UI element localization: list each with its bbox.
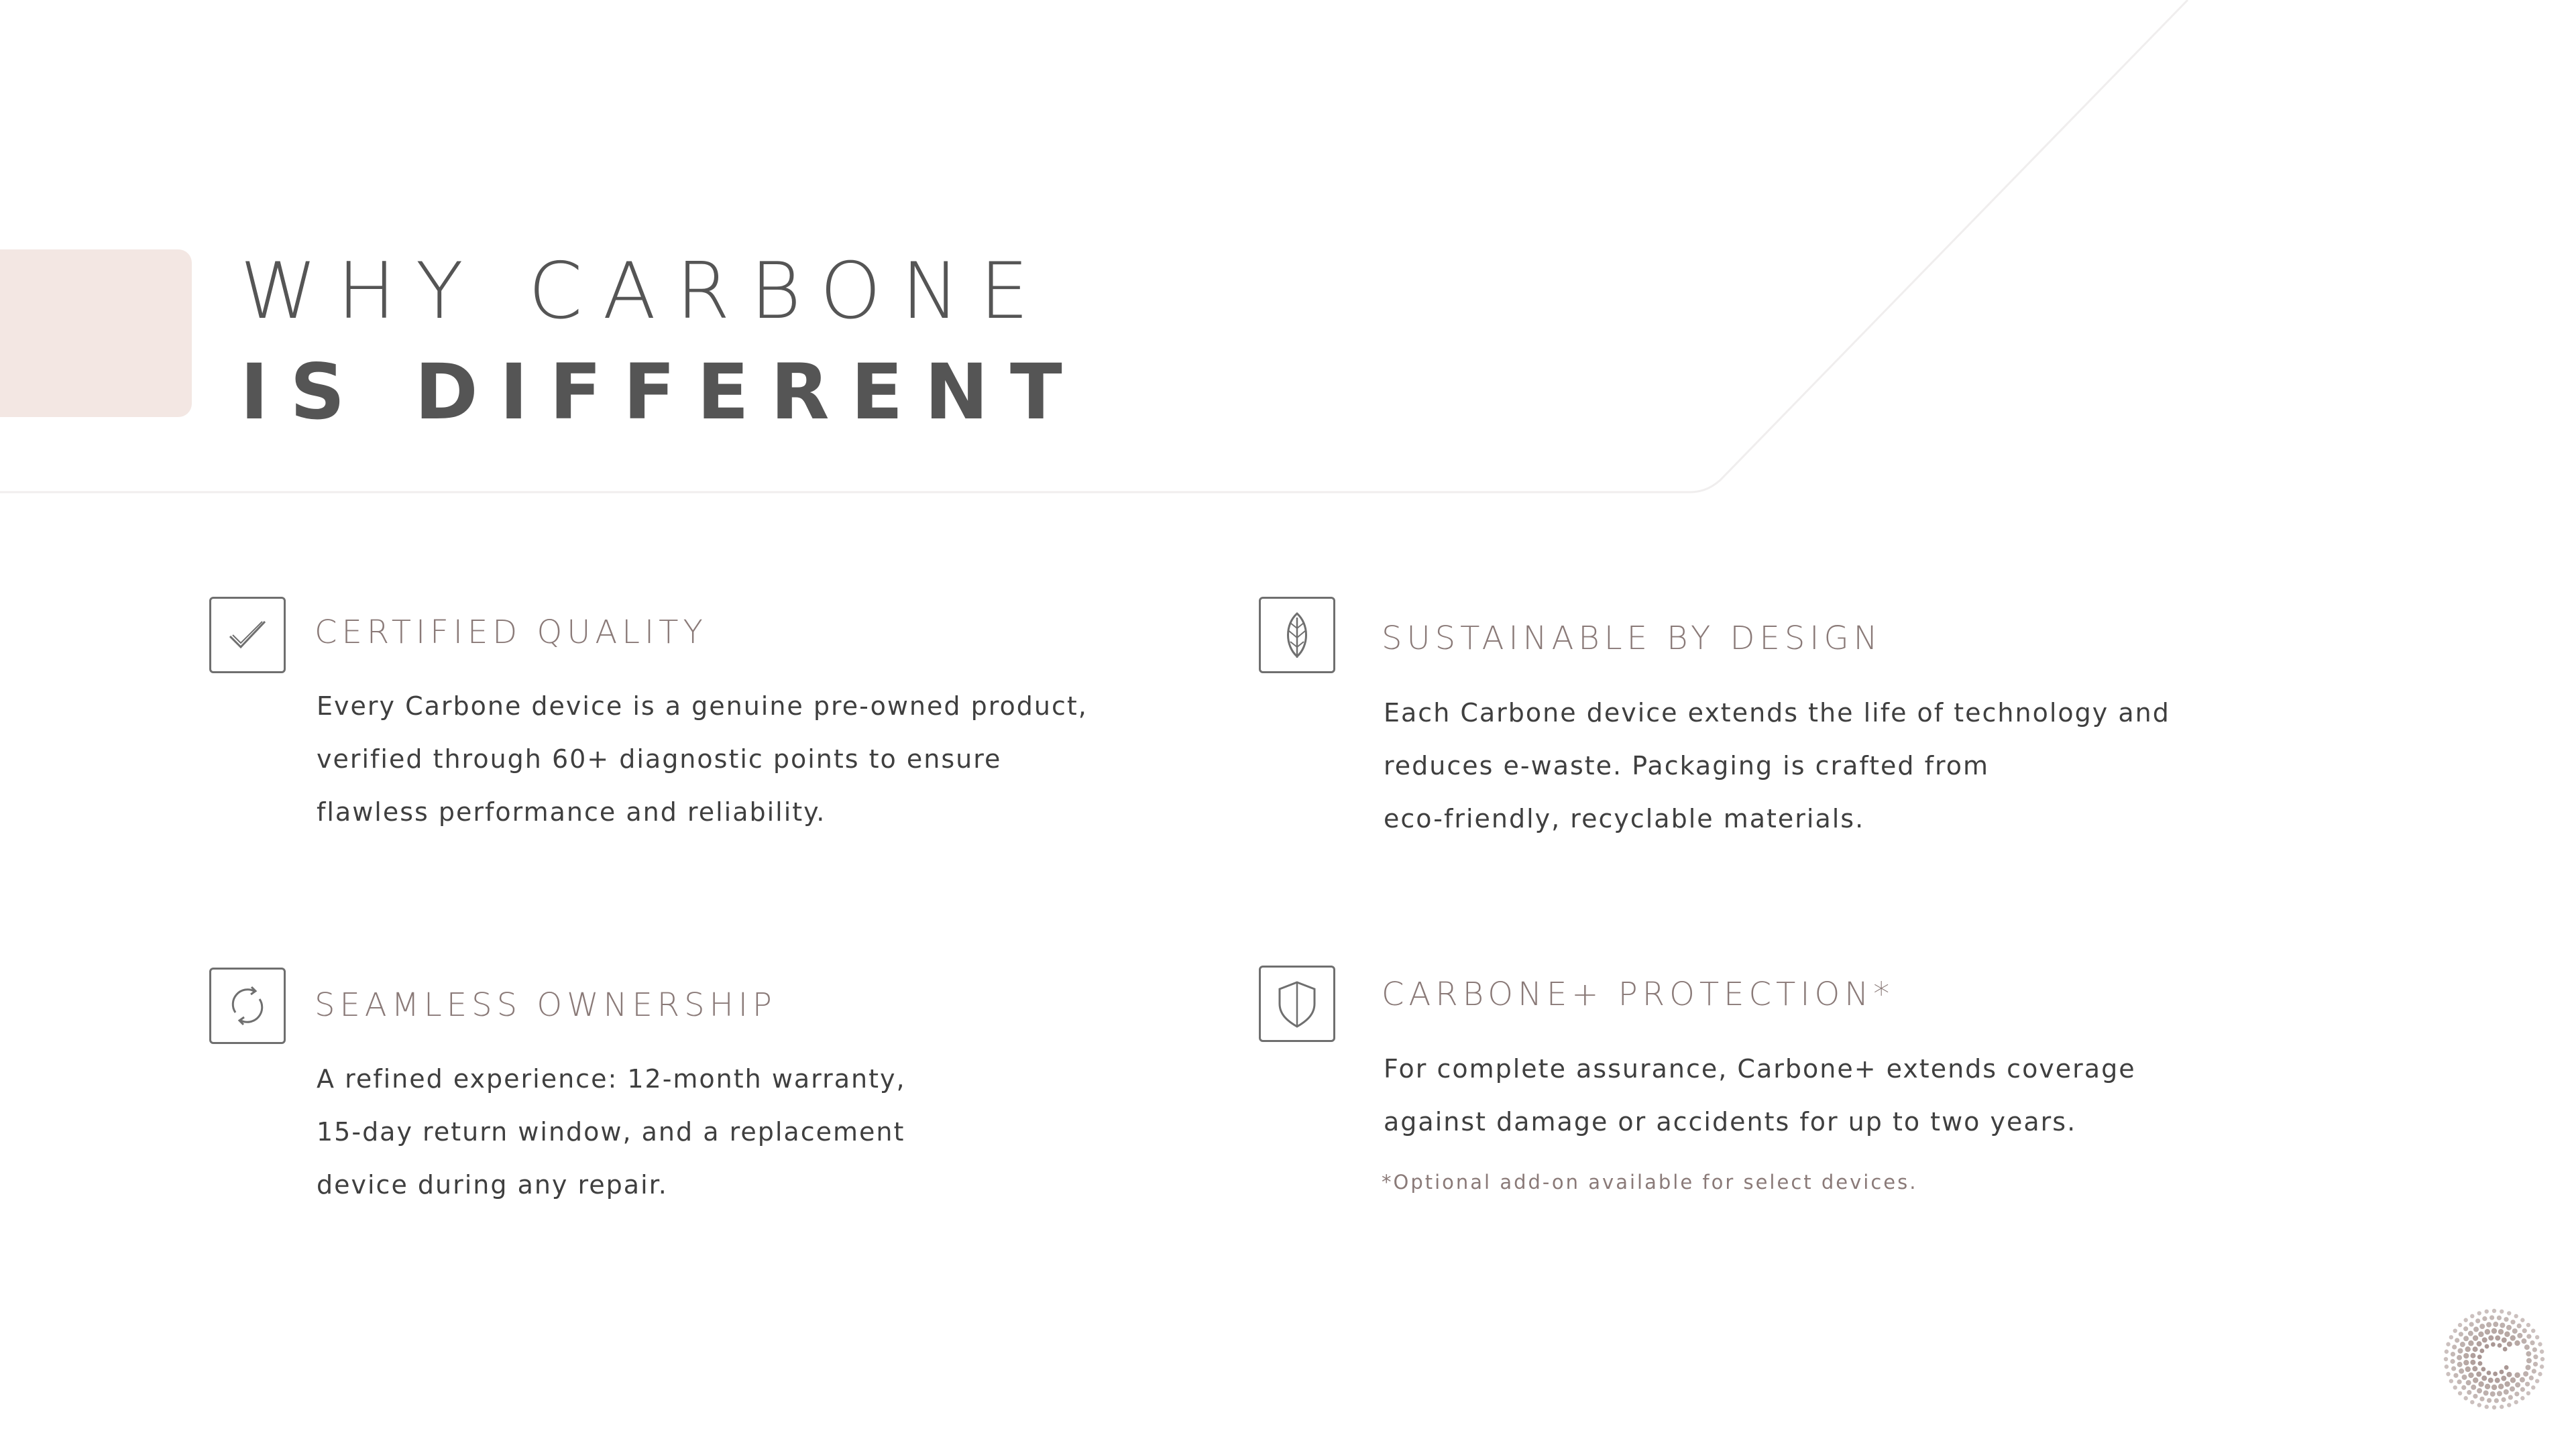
logo-dot	[2500, 1310, 2504, 1314]
logo-dot	[2492, 1405, 2496, 1409]
logo-dot	[2477, 1341, 2482, 1346]
logo-dot	[2514, 1400, 2518, 1404]
logo-dot	[2463, 1396, 2467, 1400]
logo-dot	[2485, 1329, 2490, 1334]
logo-dot	[2463, 1353, 2469, 1358]
description-line: reduces e-waste. Packaging is crafted from	[1384, 751, 1990, 780]
shield-icon	[1259, 966, 1335, 1042]
logo-dot	[2522, 1328, 2527, 1333]
logo-dot	[2520, 1377, 2525, 1383]
logo-dot	[2500, 1405, 2504, 1409]
logo-dot	[2504, 1365, 2509, 1370]
logo-dot	[2535, 1335, 2539, 1339]
logo-dot	[2479, 1348, 2484, 1353]
logo-dot	[2482, 1316, 2487, 1321]
logo-dot	[2495, 1378, 2500, 1383]
logo-dot	[2525, 1382, 2530, 1387]
logo-dot	[2445, 1365, 2449, 1369]
logo-dot	[2495, 1335, 2500, 1340]
logo-dot	[2473, 1377, 2478, 1383]
logo-dot	[2538, 1372, 2542, 1376]
logo-dot	[2507, 1342, 2512, 1347]
logo-dot	[2470, 1400, 2474, 1404]
logo-dot	[2520, 1318, 2524, 1322]
logo-dot	[2453, 1385, 2457, 1389]
logo-dot	[2526, 1358, 2532, 1363]
logo-dot	[2533, 1354, 2538, 1359]
logo-dot	[2485, 1384, 2490, 1389]
logo-dot	[2532, 1369, 2536, 1373]
logo-dot	[2491, 1385, 2497, 1390]
logo-dot	[2538, 1342, 2542, 1346]
logo-dot	[2510, 1377, 2516, 1383]
logo-dot	[2488, 1335, 2494, 1340]
logo-dot	[2451, 1352, 2455, 1356]
logo-dot	[2470, 1353, 2475, 1358]
feature-title: SUSTAINABLE BY DESIGN	[1382, 620, 1883, 657]
logo-dot	[2493, 1372, 2498, 1377]
logo-dot	[2510, 1320, 2515, 1324]
logo-dot	[2514, 1373, 2520, 1378]
logo-dot	[2510, 1335, 2516, 1340]
logo-dot	[2452, 1344, 2457, 1349]
logo-dot	[2450, 1359, 2455, 1364]
logo-dot	[2457, 1362, 2463, 1367]
logo-dot	[2503, 1347, 2508, 1352]
logo-dot	[2485, 1344, 2489, 1349]
logo-dot	[2532, 1347, 2537, 1352]
logo-dot	[2478, 1361, 2483, 1366]
logo-dot	[2524, 1344, 2530, 1350]
logo-dot	[2494, 1398, 2499, 1403]
logo-dot	[2473, 1327, 2479, 1332]
heading-line-2: IS DIFFERENT	[240, 347, 1084, 437]
logo-dot	[2483, 1391, 2489, 1396]
logo-dot	[2461, 1385, 2466, 1390]
logo-dot	[2508, 1395, 2513, 1399]
logo-dot	[2451, 1366, 2456, 1371]
logo-dot	[2510, 1386, 2515, 1391]
logo-dot	[2459, 1369, 2464, 1374]
logo-dot	[2517, 1333, 2522, 1338]
leaf-icon	[1259, 597, 1335, 673]
logo-dot	[2526, 1334, 2531, 1339]
logo-dot	[2471, 1385, 2476, 1390]
logo-dot	[2457, 1355, 2462, 1360]
logo-dot	[2530, 1340, 2534, 1345]
logo-dot	[2520, 1396, 2524, 1400]
logo-dot	[2529, 1375, 2534, 1380]
logo-dot	[2526, 1391, 2530, 1395]
logo-dot	[2504, 1389, 2509, 1395]
logo-dot	[2526, 1351, 2531, 1356]
feature-title: SEAMLESS OWNERSHIP	[315, 986, 777, 1024]
logo-dot	[2531, 1328, 2535, 1332]
logo-dot	[2457, 1348, 2463, 1354]
logo-dot	[2462, 1375, 2467, 1380]
logo-dot	[2492, 1309, 2496, 1313]
logo-dot	[2453, 1373, 2458, 1378]
heading-line-1: WHY CARBONE	[240, 246, 1049, 337]
logo-dot	[2504, 1317, 2508, 1322]
logo-dot	[2514, 1340, 2520, 1346]
logo-dot	[2531, 1385, 2535, 1389]
logo-dot	[2507, 1311, 2511, 1315]
logo-dot	[2497, 1391, 2502, 1396]
logo-dot	[2521, 1338, 2526, 1344]
feature-description	[1384, 1043, 2136, 1149]
logo-dot	[2476, 1371, 2481, 1377]
feature-certified-quality	[209, 597, 1215, 878]
logo-dot	[2535, 1379, 2539, 1383]
heading-accent-block	[0, 249, 192, 417]
logo-dot	[2478, 1332, 2483, 1337]
logo-dot	[2515, 1382, 2520, 1387]
logo-dot	[2449, 1335, 2453, 1339]
logo-dot	[2446, 1372, 2450, 1376]
logo-dot	[2470, 1360, 2475, 1365]
logo-dot	[2504, 1332, 2510, 1337]
description-line: Each Carbone device extends the life of technology and	[1384, 698, 2170, 728]
logo-dot	[2489, 1315, 2494, 1320]
logo-dot	[2468, 1340, 2473, 1346]
logo-dot	[2481, 1375, 2487, 1381]
logo-dot	[2481, 1367, 2485, 1372]
description-line: eco-friendly, recyclable materials.	[1384, 804, 1865, 833]
logo-dot	[2463, 1336, 2469, 1341]
checkmark-icon	[209, 597, 286, 673]
logo-dot	[2445, 1350, 2449, 1354]
logo-dot	[2477, 1388, 2482, 1393]
logo-dot	[2470, 1314, 2474, 1318]
description-line: Every Carbone device is a genuine pre-owned product,	[317, 691, 1088, 721]
logo-dot	[2488, 1378, 2494, 1383]
logo-dot	[2520, 1387, 2525, 1392]
logo-dot	[2473, 1335, 2478, 1340]
logo-dot	[2482, 1337, 2487, 1342]
logo-dot	[2477, 1311, 2481, 1315]
description-line: A refined experience: 12-month warranty,	[317, 1064, 906, 1094]
logo-dot	[2491, 1342, 2496, 1347]
logo-dot	[2512, 1328, 2518, 1334]
logo-dot	[2472, 1366, 2477, 1371]
feature-description	[317, 1053, 906, 1212]
logo-dot	[2467, 1390, 2471, 1395]
feature-title: CARBONE+ PROTECTION*	[1382, 976, 1895, 1013]
logo-dot	[2500, 1370, 2504, 1375]
feature-seamless-ownership	[209, 968, 1215, 1249]
logo-dot	[2479, 1397, 2484, 1401]
logo-dot	[2501, 1397, 2506, 1402]
page-heading	[240, 241, 1084, 443]
description-line: 15-day return window, and a replacement	[317, 1117, 905, 1147]
logo-dot	[2497, 1316, 2502, 1320]
logo-dot	[2455, 1338, 2459, 1342]
logo-dot	[2460, 1342, 2465, 1347]
logo-dot	[2453, 1328, 2457, 1332]
logo-dot	[2458, 1391, 2462, 1395]
logo-dot	[2487, 1398, 2491, 1403]
logo-dot	[2463, 1318, 2467, 1322]
logo-dot	[2463, 1360, 2469, 1365]
logo-dot	[2502, 1338, 2507, 1343]
logo-dot	[2533, 1362, 2538, 1367]
logo-dot	[2498, 1329, 2504, 1334]
logo-dot	[2540, 1365, 2544, 1369]
logo-dot	[2477, 1354, 2482, 1359]
logo-dot	[2514, 1314, 2518, 1318]
logo-dot	[2498, 1384, 2504, 1389]
logo-dot	[2491, 1328, 2497, 1334]
logo-dot	[2490, 1391, 2496, 1397]
logo-dot	[2468, 1373, 2473, 1378]
dotted-circle-logo-icon	[2441, 1306, 2547, 1412]
logo-dot	[2526, 1365, 2531, 1370]
logo-dot	[2514, 1391, 2519, 1396]
feature-footnote: *Optional add-on available for select devices.	[1382, 1171, 1918, 1194]
feature-carbone-plus-protection	[1259, 966, 2332, 1247]
logo-dot	[2507, 1403, 2511, 1407]
feature-title: CERTIFIED QUALITY	[315, 614, 708, 651]
logo-dot	[2479, 1324, 2485, 1329]
logo-dot	[2517, 1324, 2522, 1328]
logo-dot	[2444, 1357, 2448, 1361]
logo-dot	[2473, 1394, 2477, 1399]
logo-dot	[2485, 1405, 2489, 1409]
logo-dot	[2540, 1357, 2544, 1361]
logo-dot	[2523, 1371, 2528, 1377]
feature-description	[1384, 687, 2170, 846]
logo-dot	[2469, 1322, 2474, 1326]
logo-dot	[2473, 1346, 2478, 1352]
logo-dot	[2449, 1379, 2453, 1383]
feature-sustainable-by-design	[1259, 597, 2332, 878]
logo-dot	[2459, 1332, 2463, 1336]
logo-dot	[2477, 1403, 2481, 1407]
logo-dot	[2466, 1380, 2471, 1385]
logo-dot	[2468, 1331, 2473, 1336]
logo-dot	[2446, 1342, 2450, 1346]
logo-dot	[2485, 1310, 2489, 1314]
logo-dot	[2501, 1376, 2506, 1381]
logo-dot	[2463, 1326, 2468, 1331]
description-line: For complete assurance, Carbone+ extends coverage	[1384, 1054, 2136, 1084]
logo-dot	[2498, 1343, 2502, 1348]
logo-dot	[2486, 1322, 2491, 1328]
logo-dot	[2465, 1367, 2471, 1372]
description-line: device during any repair.	[317, 1170, 668, 1200]
logo-dot	[2457, 1379, 2461, 1384]
logo-dot	[2526, 1323, 2530, 1327]
description-line: verified through 60+ diagnostic points to ensure	[317, 744, 1002, 774]
logo-dot	[2540, 1350, 2544, 1354]
logo-dot	[2500, 1322, 2505, 1328]
logo-dot	[2458, 1323, 2462, 1327]
logo-dot	[2493, 1322, 2498, 1327]
logo-dot	[2478, 1381, 2483, 1387]
logo-dot	[2465, 1346, 2470, 1352]
logo-dot	[2475, 1318, 2480, 1323]
description-line: against damage or accidents for up to two years.	[1384, 1107, 2077, 1137]
feature-description	[317, 680, 1088, 839]
logo-dot	[2506, 1372, 2512, 1377]
logo-dot	[2487, 1371, 2491, 1375]
logo-dot	[2504, 1381, 2510, 1387]
logo-dot	[2506, 1325, 2512, 1330]
refresh-icon	[209, 968, 286, 1044]
description-line: flawless performance and reliability.	[317, 797, 826, 827]
